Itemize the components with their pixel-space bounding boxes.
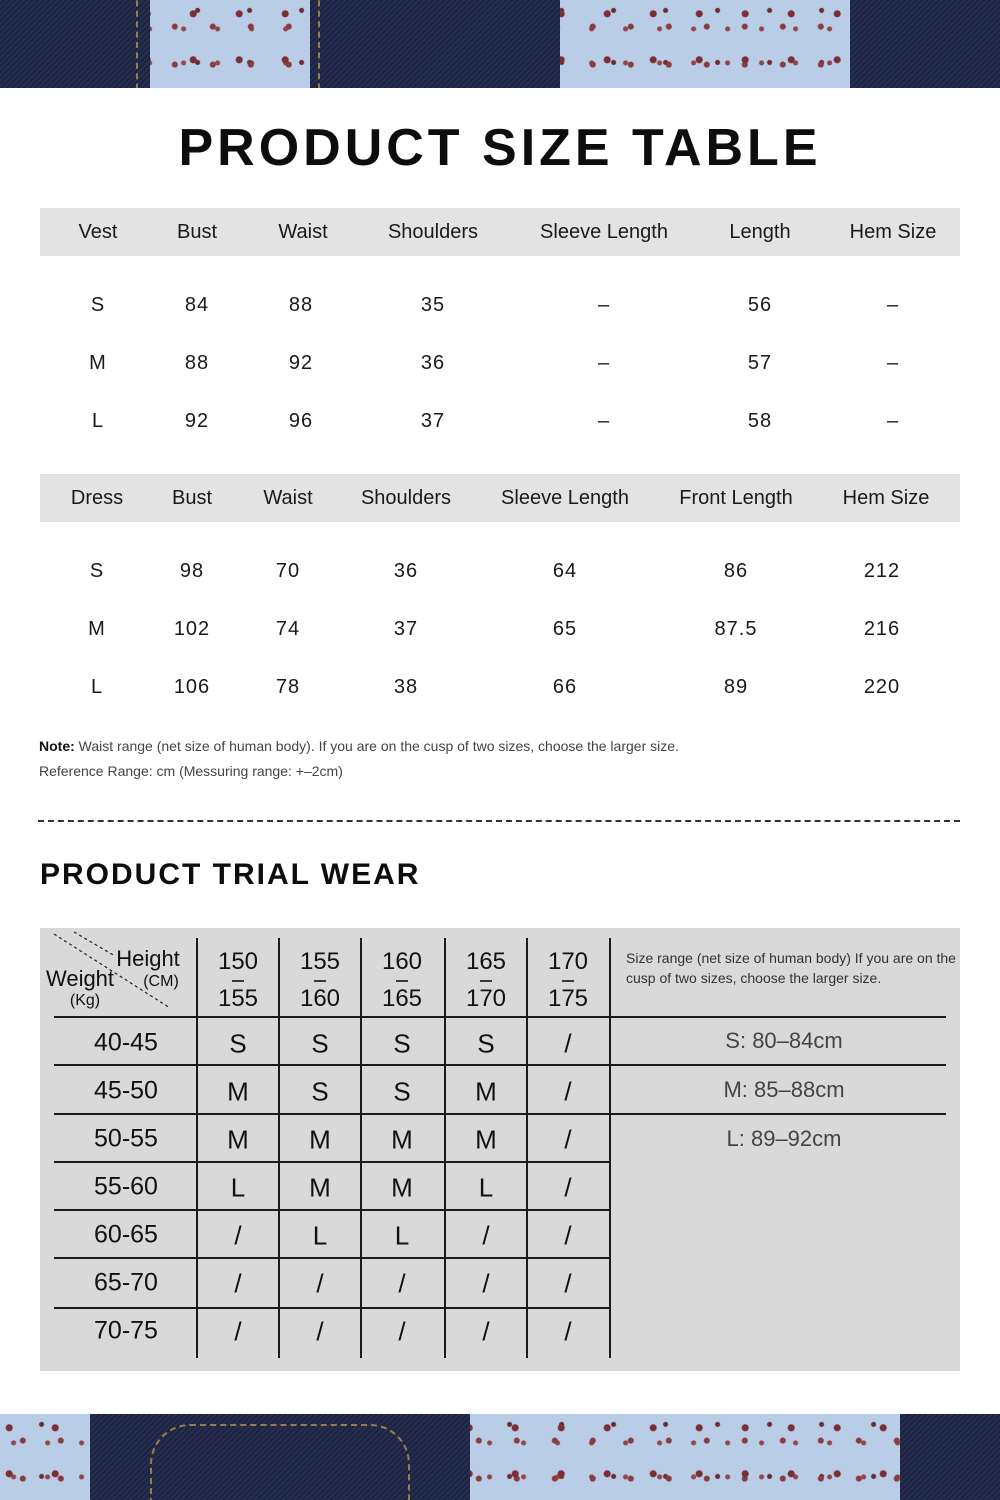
recommended-size-cell: / xyxy=(564,1124,572,1155)
weight-range-label: 40-45 xyxy=(94,1028,158,1057)
page-title: PRODUCT SIZE TABLE xyxy=(178,119,822,177)
recommended-size-cell: M xyxy=(309,1124,331,1155)
dress-cell: 87.5 xyxy=(714,617,758,640)
dress-table-header xyxy=(40,474,960,522)
dress-cell: 98 xyxy=(179,559,205,582)
recommended-size-cell: / xyxy=(564,1172,572,1203)
vest-cell: 92 xyxy=(184,409,210,432)
recommended-size-cell: M xyxy=(475,1076,497,1107)
vest-cell: 92 xyxy=(288,351,314,374)
recommended-size-cell: M xyxy=(391,1172,413,1203)
recommended-size-cell: L xyxy=(230,1172,246,1203)
recommended-size-cell: M xyxy=(391,1124,413,1155)
note-text: Waist range (net size of human body). If you are on the cusp of two sizes, choose the larger size. xyxy=(74,738,679,754)
height-range-to: 175 xyxy=(547,985,589,1012)
vest-cell: 96 xyxy=(288,409,314,432)
size-range-m: M: 85–88cm xyxy=(723,1077,845,1102)
recommended-size-cell: / xyxy=(482,1316,490,1347)
vest-table-row xyxy=(40,392,960,450)
vest-size-table xyxy=(40,208,960,450)
trial-wear-title: PRODUCT TRIAL WEAR xyxy=(40,858,421,891)
vest-cell: 37 xyxy=(420,409,446,432)
vest-header-cell: Hem Size xyxy=(849,220,937,243)
recommended-size-cell: / xyxy=(398,1268,406,1299)
height-range-to: 155 xyxy=(217,985,259,1012)
dress-header-cell: Front Length xyxy=(679,486,793,509)
dress-table-row xyxy=(40,658,960,716)
recommended-size-cell: / xyxy=(564,1316,572,1347)
recommended-size-cell: / xyxy=(234,1268,242,1299)
weight-range-label: 65-70 xyxy=(94,1268,158,1297)
vest-cell: S xyxy=(90,293,106,316)
recommended-size-cell: L xyxy=(312,1220,328,1251)
recommended-size-cell: L xyxy=(478,1172,494,1203)
section-divider xyxy=(38,820,960,822)
height-range-from: 165 xyxy=(465,948,507,975)
recommended-size-cell: M xyxy=(309,1172,331,1203)
note-label: Note: xyxy=(39,738,75,754)
recommended-size-cell: L xyxy=(394,1220,410,1251)
vest-header-cell: Bust xyxy=(176,220,218,243)
recommended-size-cell: / xyxy=(564,1268,572,1299)
vest-header-cell: Vest xyxy=(78,220,118,243)
vest-cell: – xyxy=(886,409,900,432)
vest-cell: 57 xyxy=(747,351,773,374)
recommended-size-cell: S xyxy=(393,1076,411,1107)
recommended-size-cell: S xyxy=(393,1028,411,1059)
vest-cell: – xyxy=(886,351,900,374)
recommended-size-cell: S xyxy=(311,1076,329,1107)
corner-height-unit: (CM) xyxy=(143,973,179,990)
dress-cell: 106 xyxy=(173,675,211,698)
dress-header-cell: Shoulders xyxy=(360,486,452,509)
reference-range-note: Reference Range: cm (Messuring range: +–2cm) xyxy=(39,763,343,779)
vest-header-cell: Length xyxy=(729,220,791,243)
vest-table-row xyxy=(40,276,960,334)
vest-cell: 56 xyxy=(747,293,773,316)
vest-cell: 35 xyxy=(420,293,446,316)
recommended-size-cell: / xyxy=(316,1268,324,1299)
dress-cell: 216 xyxy=(863,617,901,640)
height-range-from: 150 xyxy=(217,948,259,975)
dress-cell: 78 xyxy=(275,675,301,698)
dress-table-row xyxy=(40,600,960,658)
dress-cell: M xyxy=(88,617,106,640)
vest-header-cell: Waist xyxy=(278,220,328,243)
dress-size-table xyxy=(40,474,960,716)
recommended-size-cell: / xyxy=(234,1316,242,1347)
dress-cell: 212 xyxy=(863,559,901,582)
vest-cell: – xyxy=(597,293,611,316)
vest-header-cell: Shoulders xyxy=(387,220,479,243)
recommended-size-cell: / xyxy=(564,1028,572,1059)
dress-cell: 37 xyxy=(393,617,419,640)
recommended-size-cell: S xyxy=(311,1028,329,1059)
size-range-note: Size range (net size of human body) If you are on the cusp of two sizes, choose the larger size. xyxy=(626,950,956,986)
recommended-size-cell: S xyxy=(477,1028,495,1059)
recommended-size-cell: / xyxy=(482,1220,490,1251)
recommended-size-cell: / xyxy=(234,1220,242,1251)
weight-range-label: 50-55 xyxy=(94,1124,158,1153)
recommended-size-cell: / xyxy=(482,1268,490,1299)
recommended-size-cell: / xyxy=(398,1316,406,1347)
vest-cell: 36 xyxy=(420,351,446,374)
recommended-size-cell: S xyxy=(229,1028,247,1059)
vest-cell: 84 xyxy=(184,293,210,316)
dress-cell: 66 xyxy=(552,675,578,698)
weight-range-label: 45-50 xyxy=(94,1076,158,1105)
dress-table-row xyxy=(40,542,960,600)
dress-header-cell: Sleeve Length xyxy=(501,486,629,509)
recommended-size-cell: M xyxy=(227,1076,249,1107)
vest-cell: – xyxy=(886,293,900,316)
recommended-size-cell: M xyxy=(227,1124,249,1155)
recommended-size-cell: / xyxy=(316,1316,324,1347)
dress-cell: 220 xyxy=(863,675,901,698)
vest-table-header xyxy=(40,208,960,256)
recommended-size-cell: / xyxy=(564,1076,572,1107)
dress-cell: S xyxy=(89,559,105,582)
vest-cell: – xyxy=(597,409,611,432)
recommended-size-cell: M xyxy=(475,1124,497,1155)
size-range-l: L: 89–92cm xyxy=(726,1126,842,1151)
height-range-to: 165 xyxy=(381,985,423,1012)
trial-wear-table xyxy=(40,928,960,1371)
weight-range-label: 55-60 xyxy=(94,1172,158,1201)
height-range-from: 170 xyxy=(547,948,589,975)
vest-header-cell: Sleeve Length xyxy=(540,220,668,243)
dress-cell: 70 xyxy=(275,559,301,582)
height-range-from: 155 xyxy=(299,948,341,975)
size-range-s: S: 80–84cm xyxy=(725,1028,843,1053)
size-note xyxy=(39,738,679,754)
dress-cell: 36 xyxy=(393,559,419,582)
vest-cell: 88 xyxy=(184,351,210,374)
vest-cell: 58 xyxy=(747,409,773,432)
dress-header-cell: Hem Size xyxy=(842,486,930,509)
vest-cell: 88 xyxy=(288,293,314,316)
dress-cell: 102 xyxy=(173,617,211,640)
dress-cell: 64 xyxy=(552,559,578,582)
dress-cell: 65 xyxy=(552,617,578,640)
top-fabric-banner xyxy=(0,0,1000,88)
dress-header-cell: Waist xyxy=(263,486,313,509)
corner-weight-label: Weight xyxy=(45,966,115,991)
dress-cell: 74 xyxy=(275,617,301,640)
dress-cell: L xyxy=(90,675,104,698)
bottom-fabric-banner xyxy=(0,1414,1000,1500)
height-range-to: 160 xyxy=(299,985,341,1012)
corner-weight-unit: (Kg) xyxy=(69,992,101,1009)
weight-range-label: 60-65 xyxy=(94,1220,158,1249)
vest-cell: – xyxy=(597,351,611,374)
recommended-size-cell: / xyxy=(564,1220,572,1251)
height-range-from: 160 xyxy=(381,948,423,975)
vest-cell: L xyxy=(91,409,105,432)
dress-cell: 89 xyxy=(723,675,749,698)
vest-cell: M xyxy=(89,351,107,374)
dress-header-cell: Dress xyxy=(70,486,124,509)
corner-height-label: Height xyxy=(116,946,180,971)
dress-cell: 38 xyxy=(393,675,419,698)
height-range-to: 170 xyxy=(465,985,507,1012)
dress-cell: 86 xyxy=(723,559,749,582)
weight-range-label: 70-75 xyxy=(94,1316,158,1345)
dress-header-cell: Bust xyxy=(171,486,213,509)
vest-table-row xyxy=(40,334,960,392)
